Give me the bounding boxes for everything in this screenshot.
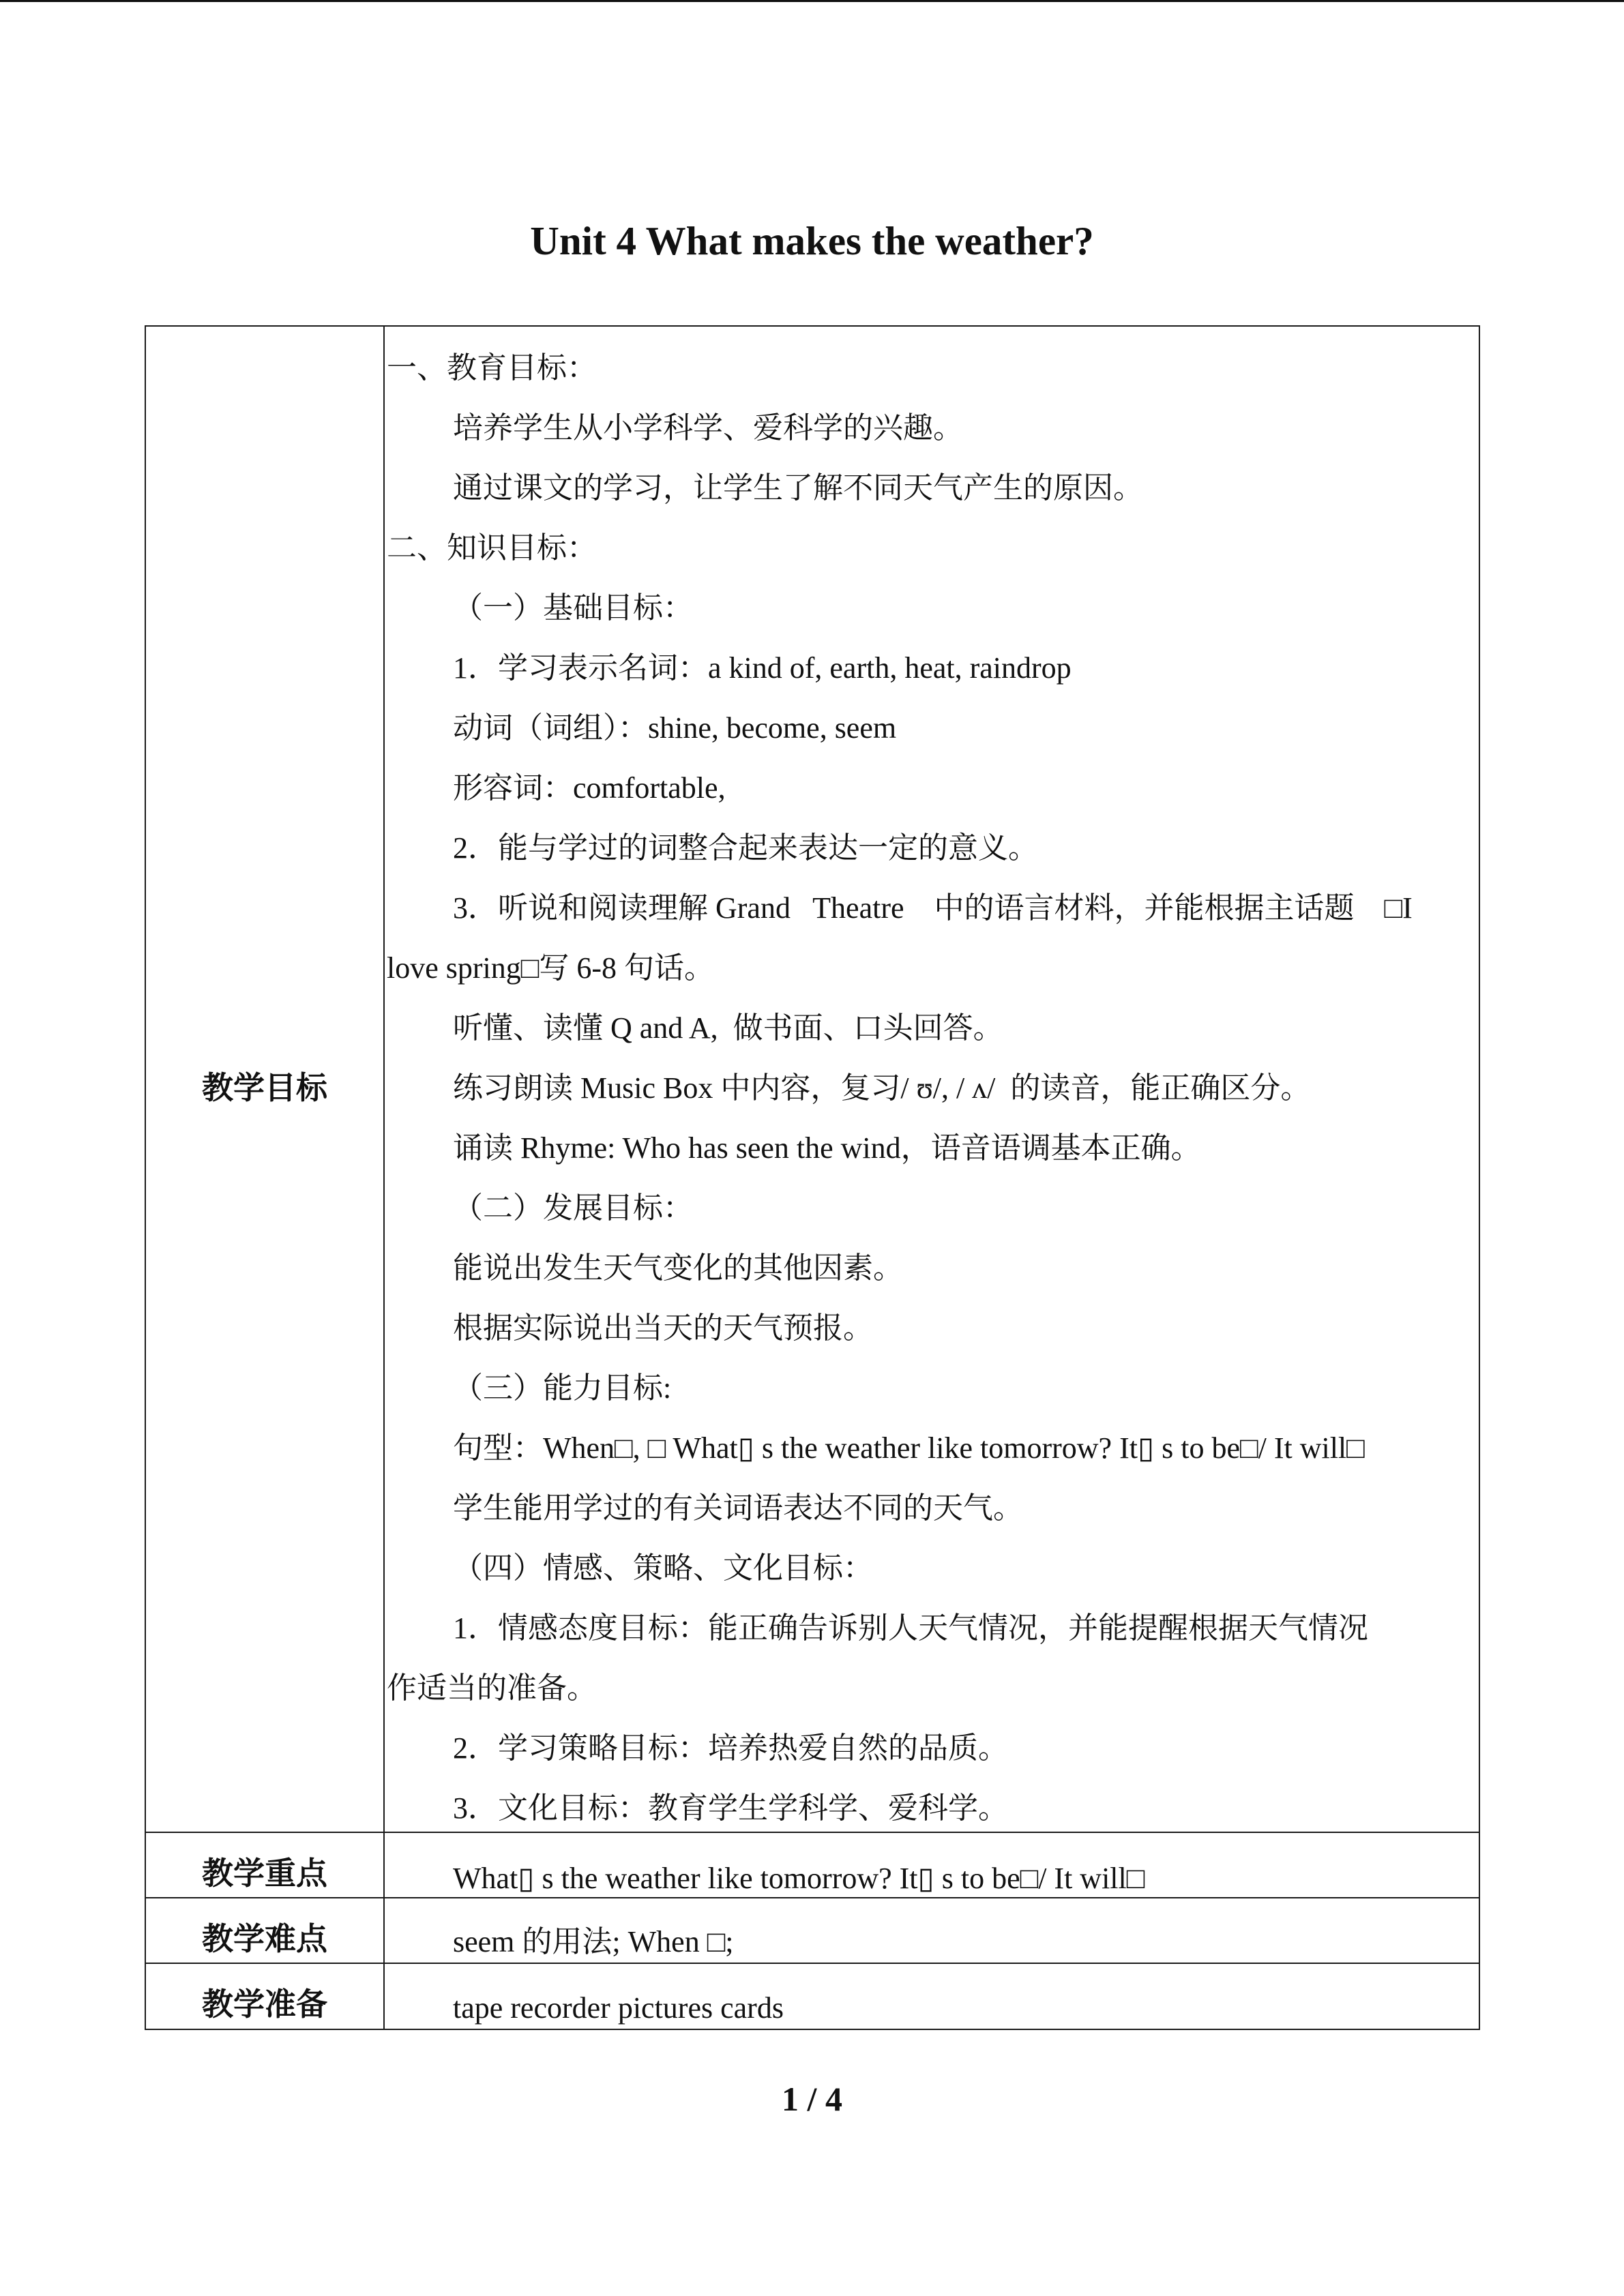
objective-line: 句型：When□, □ What▯ s the weather like tomorrow? It▯ s to be□/ It will□ <box>453 1431 1365 1465</box>
objective-line: 练习朗读 Music Box 中内容，复习/ ʊ/, / ʌ/ 的读音，能正确区分。 <box>453 1071 1311 1105</box>
objective-line: 1．情感态度目标：能正确告诉别人天气情况，并能提醒根据天气情况 <box>453 1611 1368 1645</box>
objective-line: 形容词：comfortable, <box>453 771 726 805</box>
objective-line: 根据实际说出当天的天气预报。 <box>453 1311 873 1345</box>
table-row-divider <box>145 1832 1480 1833</box>
objective-line: 3．文化目标：教育学生学科学、爱科学。 <box>453 1791 1008 1825</box>
objective-line: 动词（词组）：shine, become, seem <box>453 711 897 745</box>
preparation-label: 教学准备 <box>202 1987 327 2022</box>
objective-line: （四）情感、策略、文化目标： <box>453 1551 873 1585</box>
objective-line: （三）能力目标: <box>453 1371 672 1405</box>
key-points-label: 教学重点 <box>202 1856 327 1891</box>
objective-line: 培养学生从小学科学、爱科学的兴趣。 <box>453 411 963 445</box>
table-border-bottom <box>145 2029 1480 2030</box>
objective-line: 1．学习表示名词：a kind of, earth, heat, raindrop <box>453 651 1072 685</box>
objective-line: （二）发展目标： <box>453 1191 693 1225</box>
objective-line: 2．学习策略目标：培养热爱自然的品质。 <box>453 1731 1008 1765</box>
difficulties-text: seem 的用法; When □; <box>453 1925 734 1958</box>
objective-line: 作适当的准备。 <box>387 1671 597 1705</box>
page-number: 1 / 4 <box>782 2080 842 2118</box>
objective-line: 一、教育目标： <box>387 351 597 385</box>
objective-line: 学生能用学过的有关词语表达不同的天气。 <box>453 1491 1023 1525</box>
table-border-right <box>1479 325 1480 2030</box>
objective-line: 听懂、读懂 Q and A, 做书面、口头回答。 <box>453 1011 1003 1045</box>
difficulties-label: 教学难点 <box>202 1922 327 1956</box>
objective-line: love spring□写 6-8 句话。 <box>387 951 714 985</box>
objective-line: 通过课文的学习，让学生了解不同天气产生的原因。 <box>453 471 1143 505</box>
objective-line: 3．听说和阅读理解 Grand Theatre 中的语言材料，并能根据主话题 □I <box>453 891 1413 925</box>
key-points-text: What▯ s the weather like tomorrow? It▯ s to be□/ It will□ <box>453 1862 1145 1895</box>
table-border-left <box>145 325 146 2030</box>
objective-line: 二、知识目标： <box>387 531 597 565</box>
objectives-label: 教学目标 <box>202 1071 327 1105</box>
table-row-divider <box>145 1963 1480 1964</box>
top-border-rule <box>0 0 1624 2</box>
objective-line: （一）基础目标： <box>453 591 693 625</box>
objective-line: 能说出发生天气变化的其他因素。 <box>453 1251 903 1285</box>
table-border-top <box>145 325 1480 327</box>
page-title: Unit 4 What makes the weather? <box>530 218 1094 263</box>
objective-line: 诵读 Rhyme: Who has seen the wind，语音语调基本正确。 <box>453 1131 1201 1165</box>
table-column-divider <box>383 325 385 2030</box>
preparation-text: tape recorder pictures cards <box>453 1991 784 2025</box>
objective-line: 2．能与学过的词整合起来表达一定的意义。 <box>453 831 1038 865</box>
